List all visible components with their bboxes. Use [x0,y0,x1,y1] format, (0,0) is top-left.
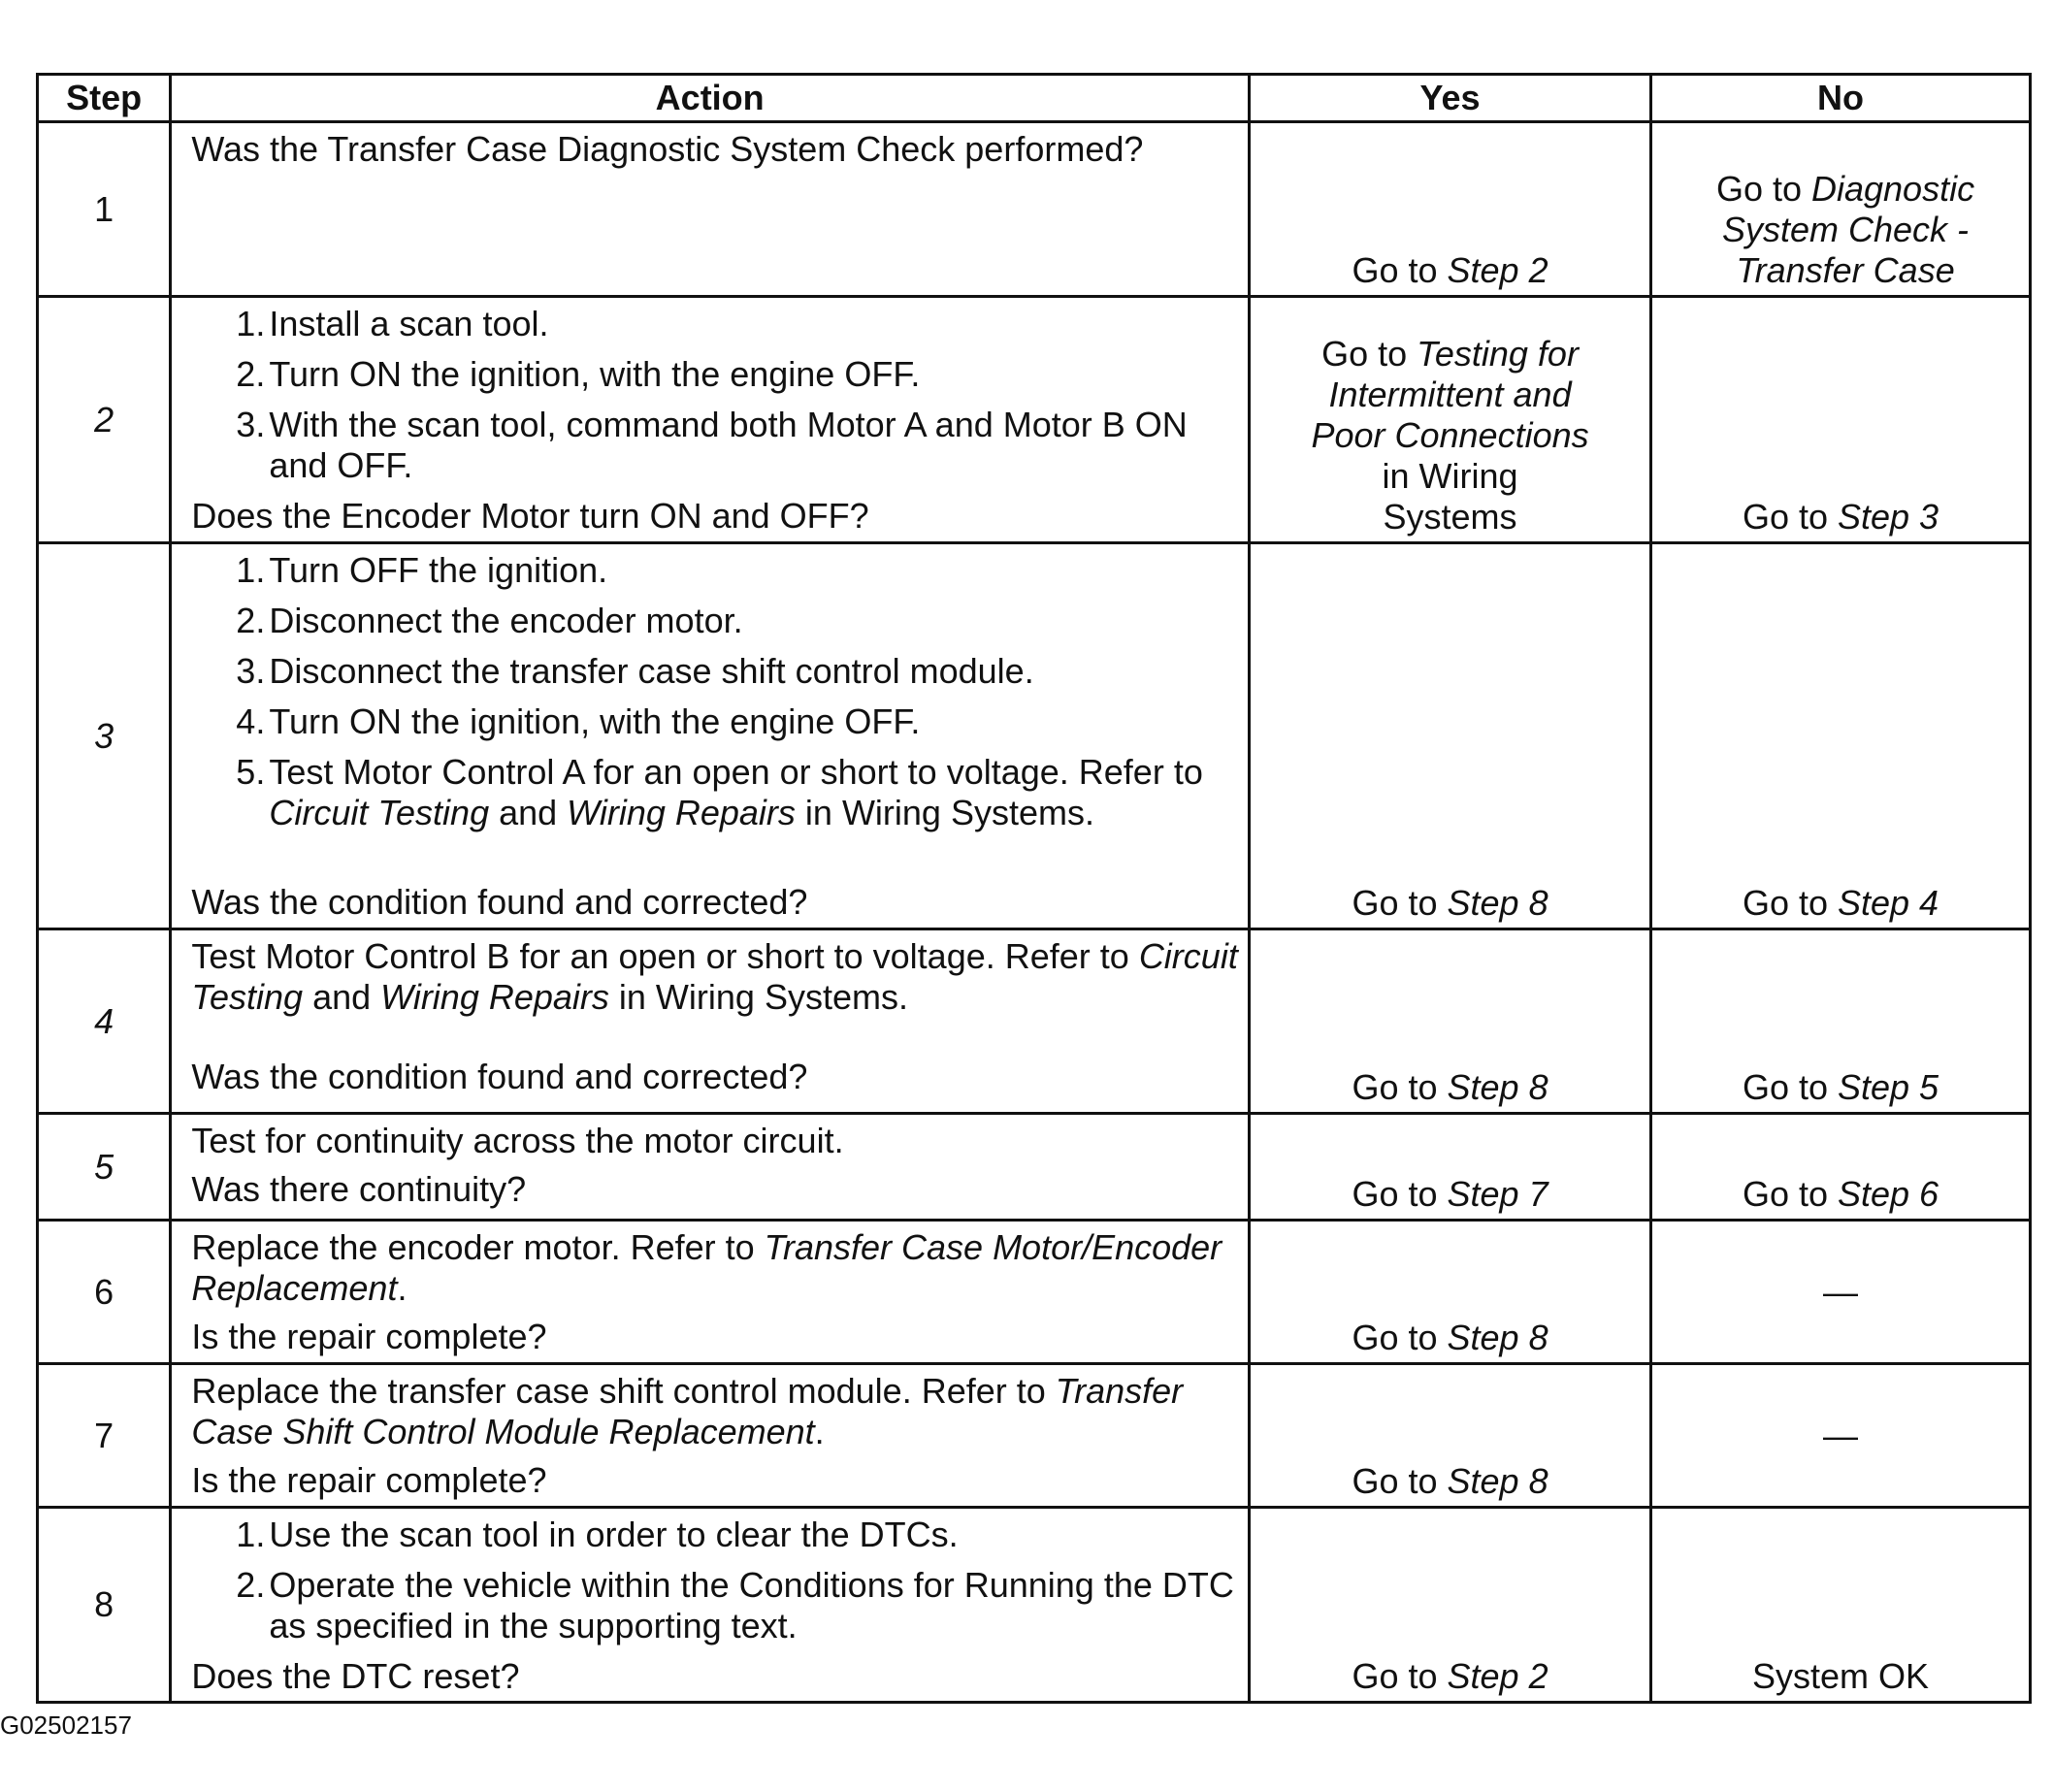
step-number: 1 [38,122,171,297]
yes-link[interactable]: Testing for Intermittent and Poor Connections [1311,334,1589,455]
action-question: Does the DTC reset? [191,1656,520,1696]
no-prefix: Go to [1742,1174,1838,1214]
list-item: 1. Turn OFF the ignition. [236,550,608,590]
table-row [38,929,2031,1114]
yes-link[interactable]: Step 8 [1447,1318,1548,1357]
action-question: Is the repair complete? [191,1317,547,1356]
action-cell [171,1364,1250,1508]
action-cell [171,297,1250,543]
no-cell [1651,929,2031,1114]
yes-link[interactable]: Step 7 [1447,1174,1548,1214]
list-item: 2. Operate the vehicle within the Conditions for Running the DTC as specified in the supporting text. [236,1565,1234,1645]
step-number: 3 [38,543,171,929]
replacement-link[interactable]: Transfer Case Shift Control Module Replacement [191,1371,1184,1451]
table-row [38,122,2031,297]
action-text: Test for continuity across the motor circuit. [191,1121,844,1160]
header-no: No [1651,75,2031,122]
yes-prefix: Go to [1352,1067,1448,1107]
yes-cell [1250,297,1651,543]
yes-prefix: Go to [1352,883,1448,923]
action-steps [191,550,1240,833]
step-number: 7 [38,1364,171,1508]
no-cell: System OK [1651,1508,2031,1703]
action-question: Was there continuity? [191,1169,527,1209]
list-item: 3. Disconnect the transfer case shift control module. [236,651,1034,691]
no-prefix: Go to [1742,497,1838,537]
wiring-repairs-link[interactable]: Wiring Repairs [380,977,609,1017]
table-row [38,1508,2031,1703]
action-question: Was the Transfer Case Diagnostic System Check performed? [191,129,1144,169]
yes-prefix: Go to [1352,250,1448,290]
list-item: 1. Use the scan tool in order to clear the DTCs. [236,1515,959,1554]
action-question: Does the Encoder Motor turn ON and OFF? [191,496,869,536]
yes-prefix: Go to [1321,334,1418,374]
no-cell [1651,1114,2031,1221]
list-item: 2. Disconnect the encoder motor. [236,601,743,640]
yes-prefix: Go to [1352,1318,1448,1357]
action-cell [171,1508,1250,1703]
yes-link[interactable]: Step 8 [1447,883,1548,923]
no-cell [1651,543,2031,929]
no-prefix: Go to [1742,1067,1838,1107]
yes-link[interactable]: Step 2 [1447,250,1548,290]
action-text: Replace the encoder motor. Refer to Transfer Case Motor/Encoder Replacement. [191,1227,1222,1308]
circuit-testing-link[interactable]: Circuit Testing [269,793,490,832]
action-steps [191,304,1240,486]
list-item: 4. Turn ON the ignition, with the engine OFF. [236,701,921,741]
yes-suffix: in Wiring Systems [1382,456,1518,537]
no-prefix: Go to [1742,883,1838,923]
step-number: 4 [38,929,171,1114]
step-number: 8 [38,1508,171,1703]
step-number: 6 [38,1221,171,1364]
yes-cell [1250,122,1651,297]
action-text: Replace the transfer case shift control module. Refer to Transfer Case Shift Control Module Replacement. [191,1371,1184,1451]
no-link[interactable]: Step 4 [1838,883,1939,923]
yes-cell [1250,929,1651,1114]
circuit-testing-link[interactable]: Circuit Testing [191,936,1238,1017]
yes-link[interactable]: Step 2 [1447,1656,1548,1696]
action-cell [171,1114,1250,1221]
table-row [38,1114,2031,1221]
action-cell [171,543,1250,929]
yes-cell [1250,1364,1651,1508]
replacement-link[interactable]: Transfer Case Motor/Encoder Replacement [191,1227,1222,1308]
no-prefix: Go to [1715,169,1811,209]
action-cell [171,122,1250,297]
header-step: Step [38,75,171,122]
table-row [38,543,2031,929]
table-row [38,297,2031,543]
no-link[interactable]: Diagnostic System Check - Transfer Case [1721,169,1975,290]
yes-prefix: Go to [1352,1174,1448,1214]
no-link[interactable]: Step 3 [1838,497,1939,537]
no-link[interactable]: Step 6 [1838,1174,1939,1214]
figure-id: G02502157 [0,1711,132,1740]
header-yes: Yes [1250,75,1651,122]
yes-link[interactable]: Step 8 [1447,1461,1548,1501]
yes-cell [1250,1221,1651,1364]
no-link[interactable]: Step 5 [1838,1067,1939,1107]
list-item: 1. Install a scan tool. [236,304,549,343]
step-number: 5 [38,1114,171,1221]
yes-prefix: Go to [1352,1656,1448,1696]
diagnostic-table [36,73,2032,1704]
action-text: Test Motor Control B for an open or short to voltage. Refer to Circuit Testing and Wiring Repairs in Wiring Systems. [191,936,1238,1017]
no-cell [1651,122,2031,297]
action-question: Is the repair complete? [191,1460,547,1500]
table-header-row [38,75,2031,122]
list-item: 5. Test Motor Control A for an open or short to voltage. Refer to Circuit Testing and Wiring Repairs in Wiring Systems. [236,752,1203,832]
action-question: Was the condition found and corrected? [191,882,808,922]
table-row [38,1364,2031,1508]
no-cell: — [1651,1364,2031,1508]
step-number: 2 [38,297,171,543]
no-cell: — [1651,1221,2031,1364]
yes-link[interactable]: Step 8 [1447,1067,1548,1107]
list-item: 2. Turn ON the ignition, with the engine OFF. [236,354,921,394]
wiring-repairs-link[interactable]: Wiring Repairs [567,793,796,832]
action-cell [171,1221,1250,1364]
table-row [38,1221,2031,1364]
list-item: 3. With the scan tool, command both Motor A and Motor B ON and OFF. [236,405,1188,485]
yes-prefix: Go to [1352,1461,1448,1501]
yes-cell [1250,543,1651,929]
action-question: Was the condition found and corrected? [191,1057,808,1096]
action-cell [171,929,1250,1114]
yes-cell [1250,1114,1651,1221]
header-action: Action [171,75,1250,122]
no-cell [1651,297,2031,543]
action-steps [191,1515,1240,1646]
yes-cell [1250,1508,1651,1703]
